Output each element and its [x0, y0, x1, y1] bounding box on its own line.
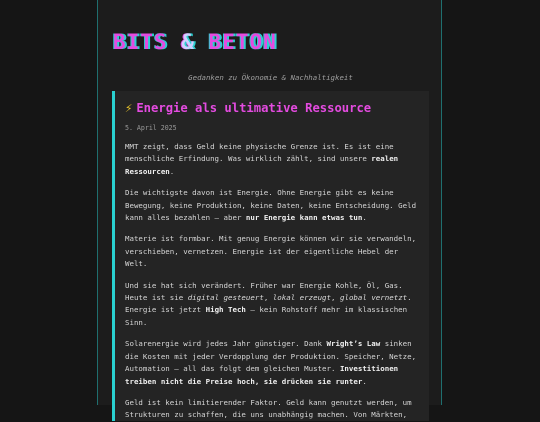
emphasis-bold: High Tech [205, 305, 246, 315]
text-segment: , [263, 293, 273, 303]
emphasis-bold: Investitionen treiben nicht die Preise hoch, sie drücken sie runter [125, 364, 399, 386]
post-paragraph [125, 280, 419, 330]
post-paragraph [125, 338, 419, 388]
emphasis-italic: digital gesteuert [187, 293, 264, 303]
text-segment: . [362, 376, 367, 386]
post-paragraph [125, 397, 419, 422]
page-container [97, 0, 442, 420]
post-body [125, 141, 419, 422]
text-segment: Die wichtigste davon ist Energie. Ohne Energie gibt es keine Bewegung, keine Produktion, keine Daten, keine Entscheidung. Geld kann alles bezahlen – aber [125, 188, 417, 223]
emphasis-italic: lokal erzeugt [272, 293, 332, 303]
text-segment: Materie ist formbar. Mit genug Energie können wir sie verwandeln, verschieben, vernetzen. Energie ist der eigentliche Hebel der Welt. [125, 234, 417, 269]
site-logo[interactable] [113, 30, 277, 54]
emphasis-bold: nur Energie kann etwas tun [245, 213, 363, 223]
emphasis-bold: Wright’s Law [326, 339, 381, 349]
post-title[interactable] [125, 101, 419, 115]
text-segment: sinken die Kosten mit jeder Verdopplung der Produktion. Speicher, Netze, Automation – all das folgt dem gleichen Muster. [125, 339, 417, 374]
text-segment: Geld ist kein limitierender Faktor. Geld kann genutzt werden, um Strukturen zu schaffen, die uns unabhängig machen. Von Märkten, [125, 397, 412, 420]
site-tagline: Gedanken zu Ökonomie & Nachhaltigkeit [188, 73, 353, 82]
emphasis-bold: realen Ressourcen [125, 154, 399, 176]
post-paragraph [125, 233, 419, 270]
text-segment: . [362, 213, 367, 223]
text-segment: – kein Rohstoff mehr im klassischen Sinn. [125, 305, 408, 327]
text-segment: . Energie ist jetzt [125, 293, 412, 315]
logo-ampersand: & [181, 30, 195, 54]
post-paragraph [125, 141, 419, 178]
post-paragraph [125, 187, 419, 224]
post-title-text: Energie als ultimative Ressource [136, 101, 372, 115]
text-segment: Solarenergie wird jedes Jahr günstiger. Dank [125, 339, 327, 349]
text-segment: MMT zeigt, dass Geld keine physische Grenze ist. Es ist eine menschliche Erfindung. Was wirklich zählt, sind unsere [125, 142, 394, 164]
lightning-icon: ⚡ [125, 101, 133, 115]
text-segment: Und sie hat sich verändert. Früher war Energie Kohle, Öl, Gas. Heute ist sie [125, 280, 403, 303]
post-date: 5. April 2025 [125, 124, 177, 132]
text-segment: , [331, 293, 340, 303]
text-segment: . [169, 166, 175, 176]
blog-post [112, 91, 429, 421]
emphasis-italic: global vernetzt [339, 293, 408, 303]
logo-bits: BITS [113, 30, 168, 54]
logo-beton: BETON [208, 30, 277, 54]
